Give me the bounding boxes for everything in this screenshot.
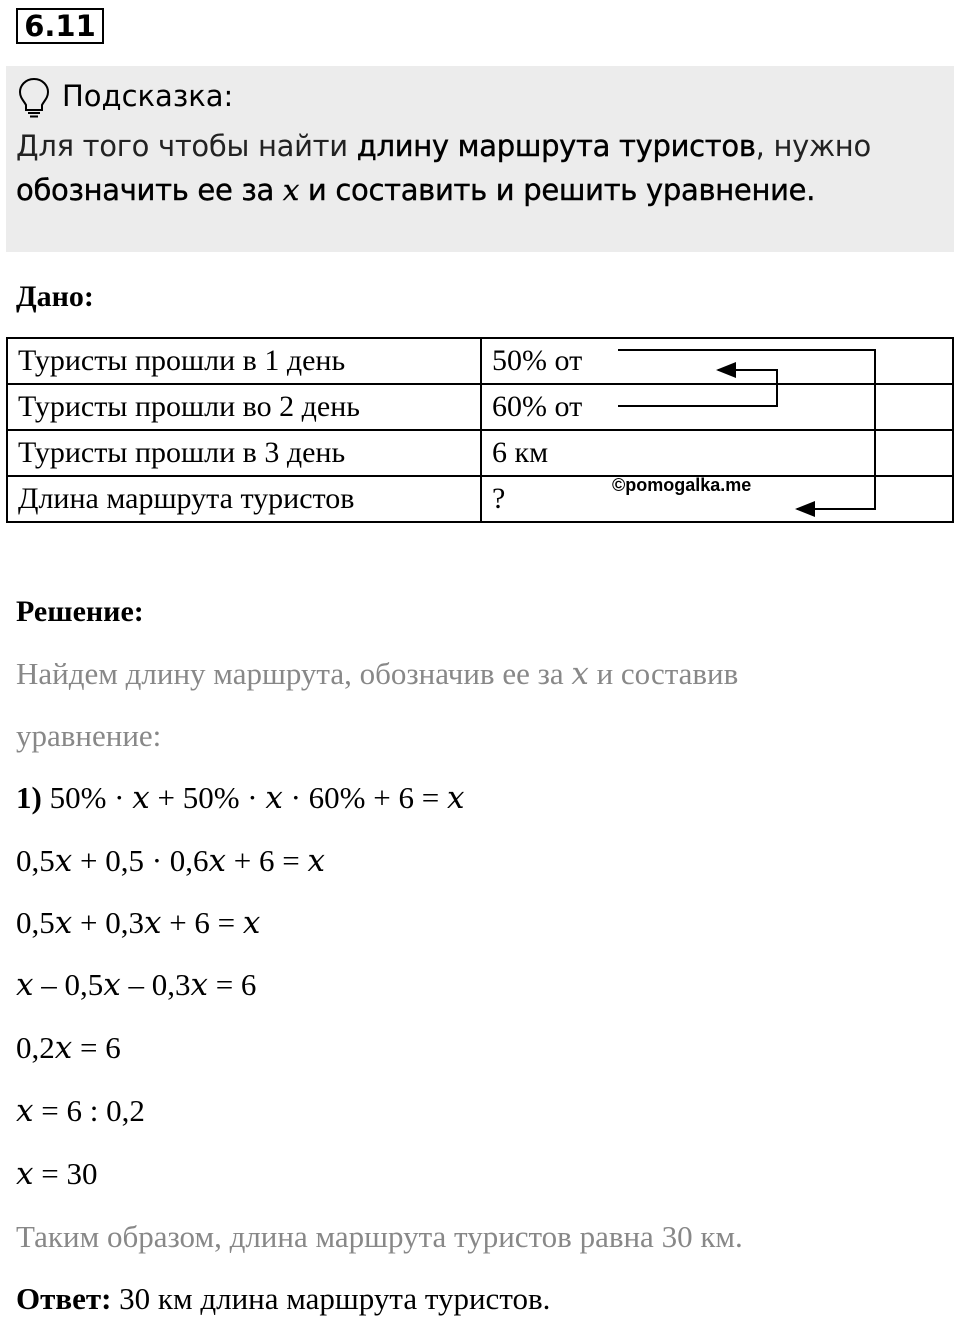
variable-x: x (54, 843, 73, 879)
answer-text: 30 км длина маршрута туристов. (111, 1281, 551, 1316)
table-row (7, 430, 953, 476)
variable-x: x (54, 905, 73, 941)
equation: 0,5x + 0,3x + 6 = x (16, 905, 261, 941)
variable-x: x (446, 780, 465, 816)
lightbulb-icon (18, 77, 50, 119)
step-label: 1) (16, 780, 42, 815)
hint-text-line-2 (16, 168, 815, 212)
given-heading: Дано: (16, 280, 94, 313)
conclusion-text: Таким образом, длина маршрута туристов равна 30 км. (16, 1219, 743, 1254)
task-number: 6.11 (16, 8, 104, 44)
variable-x: x (190, 967, 208, 1003)
variable-x: x (242, 905, 261, 941)
given-table (6, 337, 954, 523)
hint-text-plain: , нужно (755, 129, 871, 163)
variable-x: x (143, 905, 162, 941)
intro-text: и составив (588, 656, 739, 691)
row-value: 50% от (481, 338, 953, 384)
intro-text: Найдем длину маршрута, обозначив ее за (16, 656, 572, 691)
variable-x: x (208, 843, 227, 879)
variable-x: x (103, 967, 121, 1003)
equation-step-1 (16, 780, 464, 816)
row-label: Длина маршрута туристов (7, 476, 481, 522)
answer-line (16, 1281, 550, 1317)
variable-x: x (307, 843, 325, 879)
row-label: Туристы прошли во 2 день (7, 384, 481, 430)
variable-x: x (282, 173, 299, 207)
variable-x: x (571, 656, 589, 692)
table-row (7, 384, 953, 430)
equation: 0,2x = 6 (16, 1030, 121, 1066)
solution-intro-line-2: уравнение: (16, 718, 162, 753)
row-value: 60% от (481, 384, 953, 430)
hint-text-emphasis: и составить и решить уравнение. (298, 173, 816, 207)
hint-text-emphasis: длину маршрута туристов (356, 129, 756, 163)
hint-text-emphasis: обозначить ее за (16, 173, 283, 207)
solution-heading: Решение: (16, 595, 144, 628)
row-value: 6 км (481, 430, 953, 476)
variable-x: x (16, 1156, 34, 1192)
variable-x: x (16, 967, 34, 1003)
variable-x: x (54, 1030, 73, 1066)
hint-box (6, 66, 954, 252)
watermark: ©pomogalka.me (612, 475, 752, 495)
hint-text-line-1 (16, 124, 871, 168)
equation: x = 6 : 0,2 (16, 1093, 145, 1129)
equation: x – 0,5x – 0,3x = 6 (16, 967, 257, 1003)
variable-x: x (132, 780, 150, 816)
row-label: Туристы прошли в 1 день (7, 338, 481, 384)
row-value: ? (481, 476, 953, 522)
answer-label: Ответ: (16, 1281, 112, 1316)
hint-text-plain: Для того чтобы найти (16, 129, 357, 163)
equation: x = 30 (16, 1156, 98, 1192)
variable-x: x (16, 1093, 34, 1129)
equation: 50% · x + 50% · x · 60% + 6 = x (49, 780, 465, 816)
variable-x: x (265, 780, 283, 816)
table-row (7, 338, 953, 384)
table-row (7, 476, 953, 522)
solution-intro-line-1 (16, 656, 738, 692)
row-label: Туристы прошли в 3 день (7, 430, 481, 476)
equation: 0,5x + 0,5 · 0,6x + 6 = x (16, 843, 325, 879)
hint-title: Подсказка: (62, 79, 234, 113)
